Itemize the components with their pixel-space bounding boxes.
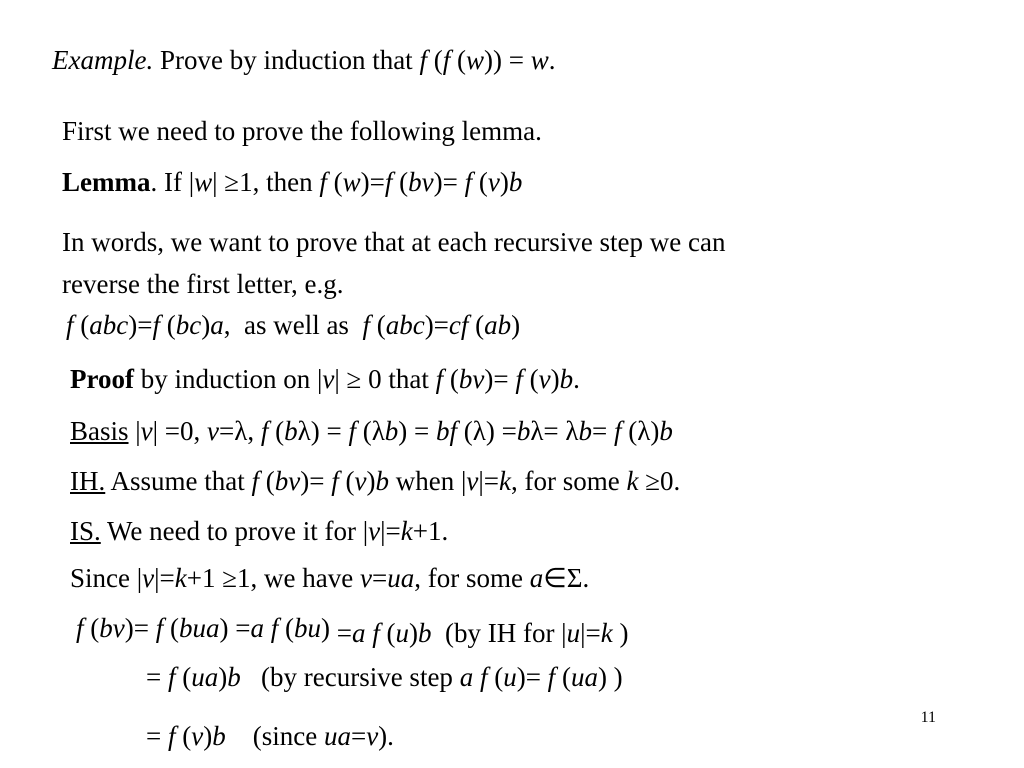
words-line-1: In words, we want to prove that at each recursive step we can bbox=[62, 227, 726, 257]
lemma-label: Lemma bbox=[62, 167, 151, 197]
is-line: IS. We need to prove it for |v|=k+1. bbox=[70, 516, 449, 546]
derivation-step-1: f (bv)= f (bua) =a f (bu) =a f (u)b (by IH for |u|=k ) bbox=[76, 613, 629, 648]
page-number: 11 bbox=[920, 709, 936, 726]
lemma-line: Lemma. If |w| ≥1, then f (w)=f (bv)= f (v)b bbox=[62, 167, 523, 197]
derivation-step-3: = f (v)b (since ua=v). bbox=[146, 721, 394, 751]
since-line: Since |v|=k+1 ≥1, we have v=ua, for some a∈Σ. bbox=[70, 563, 590, 593]
proof-label: Proof bbox=[70, 364, 134, 394]
is-label: IS. bbox=[70, 516, 101, 546]
ih-label: IH. bbox=[70, 466, 106, 496]
example-formula-line: f (abc)=f (bc)a, as well as f (abc)=cf (ab) bbox=[66, 310, 521, 340]
proof-line: Proof by induction on |v| ≥ 0 that f (bv)= f (v)b. bbox=[70, 364, 580, 394]
ih-line: IH. Assume that f (bv)= f (v)b when |v|=k, for some k ≥0. bbox=[70, 466, 681, 496]
example-label: Example. bbox=[52, 45, 154, 75]
intro-line: First we need to prove the following lemma. bbox=[62, 116, 542, 146]
basis-label: Basis bbox=[70, 416, 129, 446]
example-line: Example. Prove by induction that f (f (w)) = w. bbox=[52, 45, 556, 75]
basis-line: Basis |v| =0, v=λ, f (bλ) = f (λb) = bf (λ) =bλ= λb= f (λ)b bbox=[70, 416, 673, 446]
words-line-2: reverse the first letter, e.g. bbox=[62, 269, 344, 299]
derivation-step-2: = f (ua)b (by recursive step a f (u)= f (ua) ) bbox=[146, 662, 623, 692]
